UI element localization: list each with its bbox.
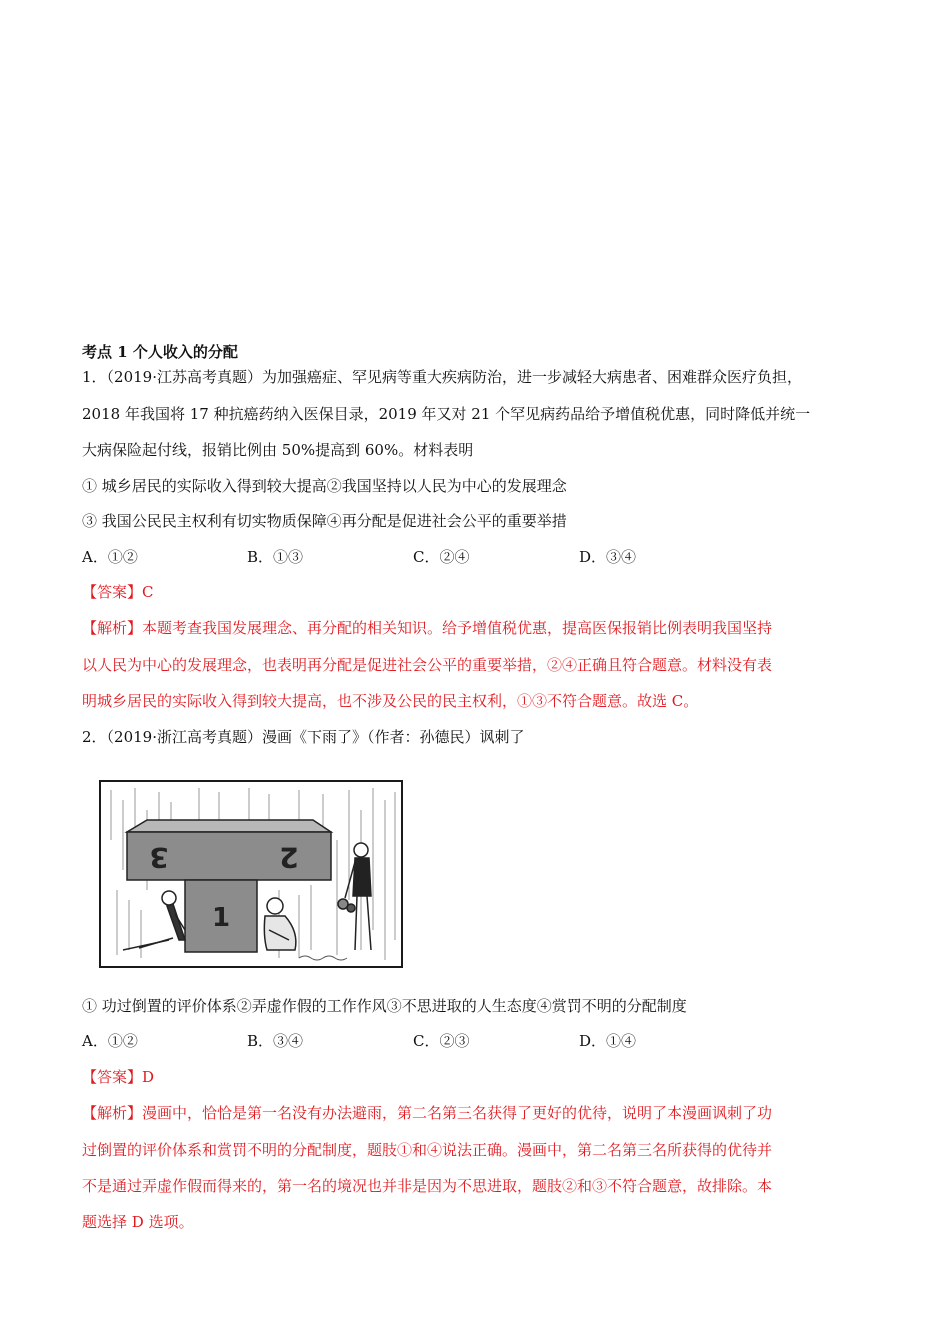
rank-label-1: 1 — [211, 903, 231, 933]
q1-option-c: C．②④ — [413, 548, 470, 566]
q1-analysis-line-3: 明城乡居民的实际收入得到较大提高，也不涉及公民的民主权利，①③不符合题意。故选 C。 — [82, 692, 699, 710]
q1-statement-line-1: ① 城乡居民的实际收入得到较大提高②我国坚持以人民为中心的发展理念 — [82, 477, 567, 495]
q2-answer: 【答案】D — [82, 1068, 155, 1086]
q2-option-c: C．②③ — [413, 1032, 470, 1050]
q1-option-b: B．①③ — [247, 548, 304, 566]
q2-stem: 2．（2019·浙江高考真题）漫画《下雨了》（作者：孙德民）讽刺了 — [82, 728, 525, 746]
q1-statement-line-2: ③ 我国公民民主权利有切实物质保障④再分配是促进社会公平的重要举措 — [82, 512, 567, 530]
q1-stem-line-3: 大病保险起付线，报销比例由 50%提高到 60%。材料表明 — [82, 441, 474, 459]
q2-statements: ① 功过倒置的评价体系②弄虚作假的工作作风③不思进取的人生态度④赏罚不明的分配制度 — [82, 997, 687, 1015]
q1-answer: 【答案】C — [82, 583, 154, 601]
q1-analysis-line-1: 【解析】本题考查我国发展理念、再分配的相关知识。给予增值税优惠，提高医保报销比例表明我国坚持 — [82, 619, 773, 637]
q1-option-d: D．③④ — [579, 548, 637, 566]
rank-label-3: 3 — [149, 841, 169, 874]
rain-cartoon-image — [99, 780, 403, 968]
q2-option-b: B．③④ — [247, 1032, 304, 1050]
q2-analysis-line-1: 【解析】漫画中，恰恰是第一名没有办法避雨，第二名第三名获得了更好的优待，说明了本漫画讽刺了功 — [82, 1104, 773, 1122]
q2-analysis-line-4: 题选择 D 选项。 — [82, 1213, 194, 1231]
q2-analysis-line-2: 过倒置的评价体系和赏罚不明的分配制度，题肢①和④说法正确。漫画中，第二名第三名所获得的优待并 — [82, 1141, 773, 1159]
q1-option-a: A．①② — [82, 548, 138, 566]
q1-stem-line-2: 2018 年我国将 17 种抗癌药纳入医保目录，2019 年又对 21 个罕见病药品给予增值税优惠，同时降低并统一 — [82, 405, 811, 423]
q2-option-d: D．①④ — [579, 1032, 637, 1050]
section-title: 考点 1 个人收入的分配 — [82, 343, 238, 361]
q1-stem-line-1: 1．（2019·江苏高考真题）为加强癌症、罕见病等重大疾病防治，进一步减轻大病患者、困难群众医疗负担， — [82, 368, 802, 386]
q2-option-a: A．①② — [82, 1032, 138, 1050]
q2-analysis-line-3: 不是通过弄虚作假而得来的，第一名的境况也并非是因为不思进取，题肢②和③不符合题意，故排除。本 — [82, 1177, 773, 1195]
q1-analysis-line-2: 以人民为中心的发展理念，也表明再分配是促进社会公平的重要举措，②④正确且符合题意。材料没有表 — [82, 656, 773, 674]
rank-label-2: 2 — [279, 841, 299, 874]
